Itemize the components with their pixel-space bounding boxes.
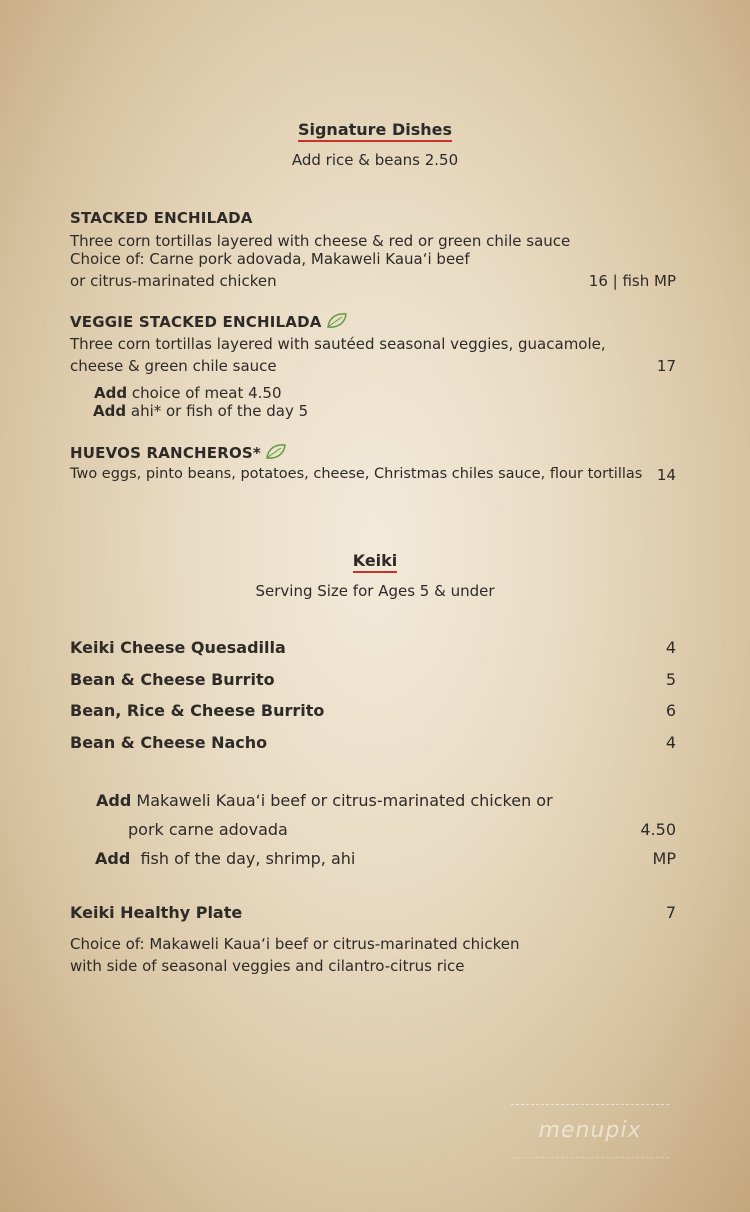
watermark-logo: menupix bbox=[511, 1104, 669, 1158]
dish-desc-line: Three corn tortillas layered with cheese & red or green chile sauce bbox=[70, 232, 571, 250]
keiki-add-meat-price: 4.50 bbox=[640, 820, 676, 839]
keiki-item-name: Bean, Rice & Cheese Burrito bbox=[70, 701, 325, 720]
dish-name-veggie-stacked-enchilada: VEGGIE STACKED ENCHILADA bbox=[70, 312, 348, 331]
dish-name-stacked-enchilada: STACKED ENCHILADA bbox=[70, 209, 253, 227]
keiki-add-meat-cont: pork carne adovada bbox=[128, 820, 288, 839]
add-on-meat: Add choice of meat 4.50 bbox=[94, 384, 282, 402]
dish-desc-line: Three corn tortillas layered with sautéed seasonal veggies, guacamole, bbox=[70, 335, 606, 353]
keiki-healthy-plate-price: 7 bbox=[665, 903, 676, 922]
keiki-item-price: 4 bbox=[665, 638, 676, 657]
section-subtitle-signature: Add rice & beans 2.50 bbox=[291, 151, 459, 169]
keiki-item-name: Bean & Cheese Burrito bbox=[70, 670, 275, 689]
dish-desc-line: Choice of: Carne pork adovada, Makaweli Kaua‘i beef bbox=[70, 250, 470, 268]
leaf-icon bbox=[326, 312, 348, 330]
keiki-item-price: 5 bbox=[665, 670, 676, 689]
keiki-healthy-plate-name: Keiki Healthy Plate bbox=[70, 903, 243, 922]
keiki-item-name: Bean & Cheese Nacho bbox=[70, 733, 268, 752]
dish-name-huevos-rancheros: HUEVOS RANCHEROS* bbox=[70, 443, 287, 462]
keiki-item-price: 4 bbox=[665, 733, 676, 752]
dish-price: 14 bbox=[656, 466, 676, 484]
section-title-signature: Signature Dishes bbox=[0, 120, 750, 139]
dish-desc-line: or citrus-marinated chicken bbox=[70, 272, 277, 290]
dish-desc-line: with side of seasonal veggies and cilantro-citrus rice bbox=[70, 957, 465, 975]
section-title-keiki: Keiki bbox=[0, 551, 750, 570]
leaf-icon bbox=[265, 443, 287, 461]
dish-desc-line: cheese & green chile sauce bbox=[70, 357, 277, 375]
keiki-add-fish-price: MP bbox=[652, 849, 676, 868]
keiki-item-name: Keiki Cheese Quesadilla bbox=[70, 638, 286, 657]
dish-desc-line: Two eggs, pinto beans, potatoes, cheese, Christmas chiles sauce, flour tortillas bbox=[70, 466, 643, 482]
keiki-item-price: 6 bbox=[665, 701, 676, 720]
keiki-add-fish: Add fish of the day, shrimp, ahi bbox=[95, 849, 356, 868]
section-subtitle-keiki: Serving Size for Ages 5 & under bbox=[255, 582, 495, 600]
keiki-add-meat: Add Makaweli Kaua‘i beef or citrus-marinated chicken or bbox=[96, 791, 553, 810]
dish-desc-line: Choice of: Makaweli Kaua‘i beef or citrus-marinated chicken bbox=[70, 935, 520, 953]
dish-price: 16 | fish MP bbox=[588, 272, 676, 290]
dish-price: 17 bbox=[656, 357, 676, 375]
add-on-fish: Add ahi* or fish of the day 5 bbox=[93, 402, 309, 420]
